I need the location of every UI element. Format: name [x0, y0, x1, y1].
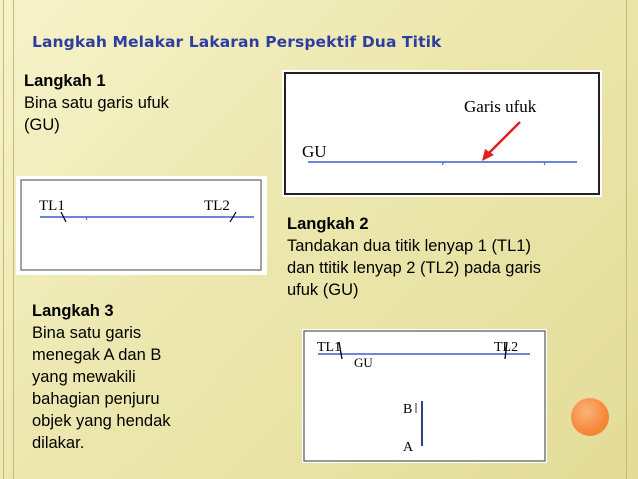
- figure-vanishing-points: [16, 176, 267, 275]
- step3-line1: Bina satu garis: [32, 324, 142, 342]
- step3-line2: menegak A dan B: [32, 346, 162, 364]
- right-border-line: [626, 0, 627, 479]
- step1-line2: (GU): [24, 116, 60, 134]
- figure-horizon-line-svg: [282, 70, 602, 197]
- step3-line6: dilakar.: [32, 434, 85, 452]
- step3-line4: bahagian penjuru: [32, 390, 160, 408]
- figure-vanishing-points-svg: [16, 176, 267, 275]
- garis-ufuk-label: Garis ufuk: [464, 97, 537, 116]
- step2-text: [287, 213, 541, 301]
- tl2-label: TL2: [494, 340, 519, 355]
- left-border-line: [3, 0, 4, 479]
- gu-label: GU: [354, 355, 373, 370]
- step2-line2: dan ttitik lenyap 2 (TL2) pada garis: [287, 259, 542, 277]
- step2-line3: ufuk (GU): [287, 281, 359, 299]
- step3-line5: objek yang hendak: [32, 412, 171, 430]
- step1-text: [24, 70, 169, 136]
- slide-title: Langkah Melakar Lakaran Perspektif Dua Titik: [32, 33, 442, 51]
- step3-heading: Langkah 3: [32, 302, 114, 320]
- tl1-label: TL1: [317, 340, 342, 355]
- step2-line1: Tandakan dua titik lenyap 1 (TL1): [287, 237, 531, 255]
- step1-line1: Bina satu garis ufuk: [24, 94, 169, 112]
- figure-horizon-line: [282, 70, 602, 197]
- point-b-label: B: [403, 402, 413, 417]
- figure-vertical-line: [302, 329, 547, 463]
- tl1-label: TL1: [39, 198, 65, 214]
- step3-line3: yang mewakili: [32, 368, 136, 386]
- step2-heading: Langkah 2: [287, 215, 369, 233]
- left-border-line-inner: [13, 0, 14, 479]
- point-a-label: A: [403, 440, 414, 455]
- step1-heading: Langkah 1: [24, 72, 106, 90]
- figure-vertical-line-svg: [302, 329, 547, 463]
- gu-label: GU: [302, 142, 327, 161]
- decorative-orange-circle: [571, 398, 609, 436]
- step3-text: [32, 300, 171, 454]
- tl2-label: TL2: [204, 198, 230, 214]
